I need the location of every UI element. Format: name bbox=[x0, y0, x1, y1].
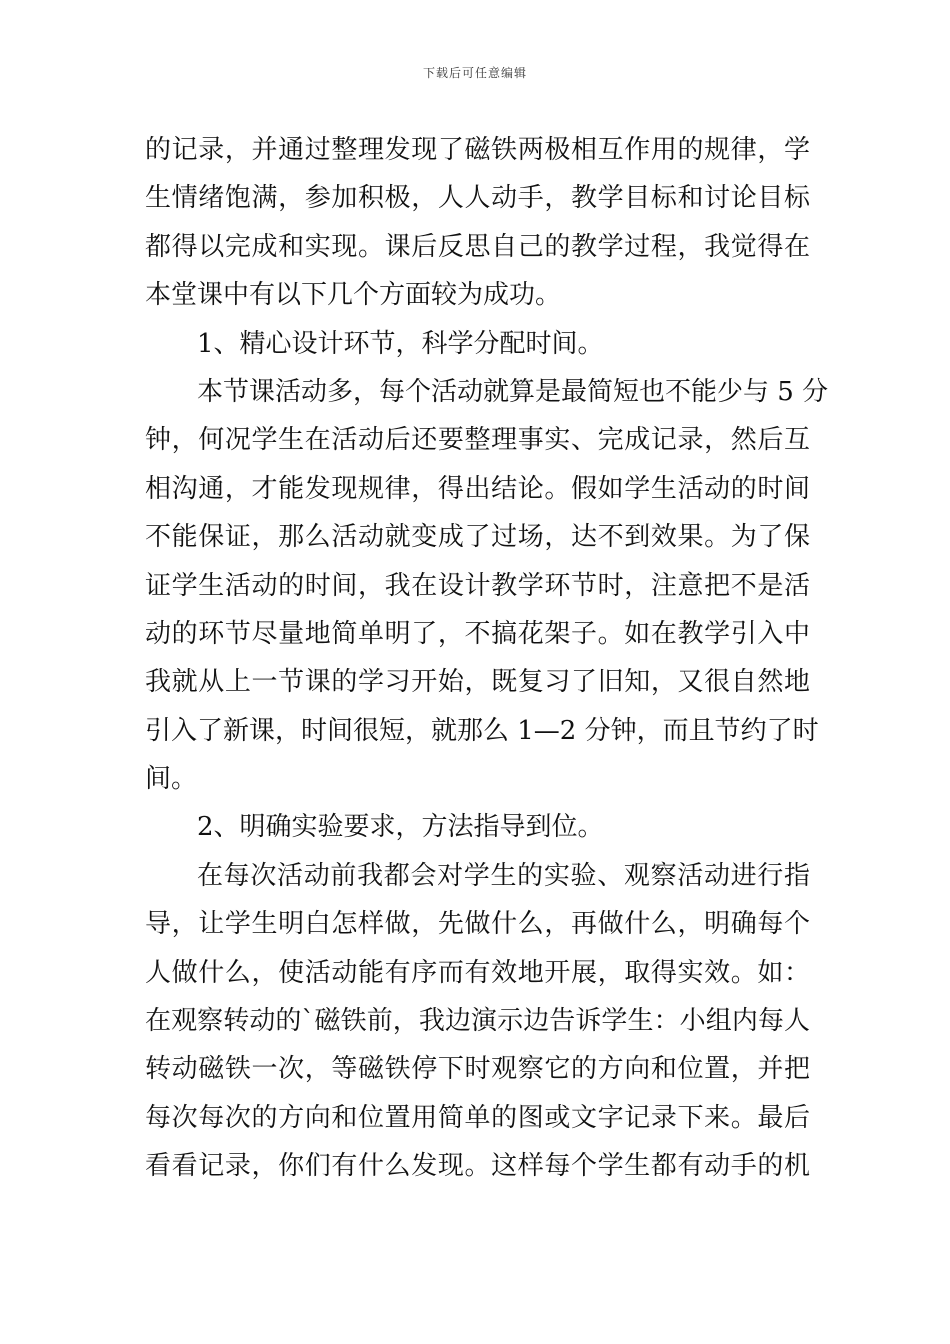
paragraph-line: 动的环节尽量地简单明了，不搞花架子。如在教学引入中 bbox=[145, 618, 810, 649]
paragraph-line: 转动磁铁一次，等磁铁停下时观察它的方向和位置，并把 bbox=[145, 1054, 810, 1085]
paragraph-line: 本堂课中有以下几个方面较为成功。 bbox=[145, 280, 562, 311]
paragraph-line: 生情绪饱满，参加积极，人人动手，教学目标和讨论目标 bbox=[145, 183, 810, 214]
paragraph-line: 导，让学生明白怎样做，先做什么，再做什么，明确每个 bbox=[145, 909, 810, 940]
paragraph-line: 看看记录，你们有什么发现。这样每个学生都有动手的机 bbox=[145, 1151, 810, 1182]
paragraph-line: 的记录，并通过整理发现了磁铁两极相互作用的规律，学 bbox=[145, 135, 810, 165]
paragraph-line: 证学生活动的时间，我在设计教学环节时，注意把不是活 bbox=[145, 570, 810, 601]
section-heading: 1、精心设计环节，科学分配时间。 bbox=[197, 328, 604, 359]
paragraph-line: 人做什么，使活动能有序而有效地开展，取得实效。如： bbox=[145, 957, 810, 988]
paragraph-line: 我就从上一节课的学习开始，既复习了旧知，又很自然地 bbox=[145, 667, 810, 698]
paragraph-line: 在每次活动前我都会对学生的实验、观察活动进行指 bbox=[197, 860, 810, 891]
paragraph-line: 本节课活动多，每个活动就算是最简短也不能少与 5 分 bbox=[197, 376, 829, 407]
paragraph-line: 引入了新课，时间很短，就那么 1—2 分钟，而且节约了时 bbox=[145, 715, 819, 746]
section-heading: 2、明确实验要求，方法指导到位。 bbox=[197, 812, 604, 843]
page-header: 下载后可任意编辑 bbox=[422, 66, 527, 80]
paragraph-line: 都得以完成和实现。课后反思自己的教学过程，我觉得在 bbox=[145, 231, 810, 262]
paragraph-line: 不能保证，那么活动就变成了过场，达不到效果。为了保 bbox=[145, 522, 810, 553]
paragraph-line: 钟，何况学生在活动后还要整理事实、完成记录，然后互 bbox=[145, 425, 810, 456]
paragraph-line: 相沟通，才能发现规律，得出结论。假如学生活动的时间 bbox=[145, 473, 810, 504]
paragraph-line: 在观察转动的`磁铁前，我边演示边告诉学生：小组内每人 bbox=[145, 1006, 810, 1037]
paragraph-line: 间。 bbox=[145, 764, 198, 795]
paragraph-line: 每次每次的方向和位置用简单的图或文字记录下来。最后 bbox=[145, 1102, 810, 1133]
document-body bbox=[145, 126, 829, 1191]
